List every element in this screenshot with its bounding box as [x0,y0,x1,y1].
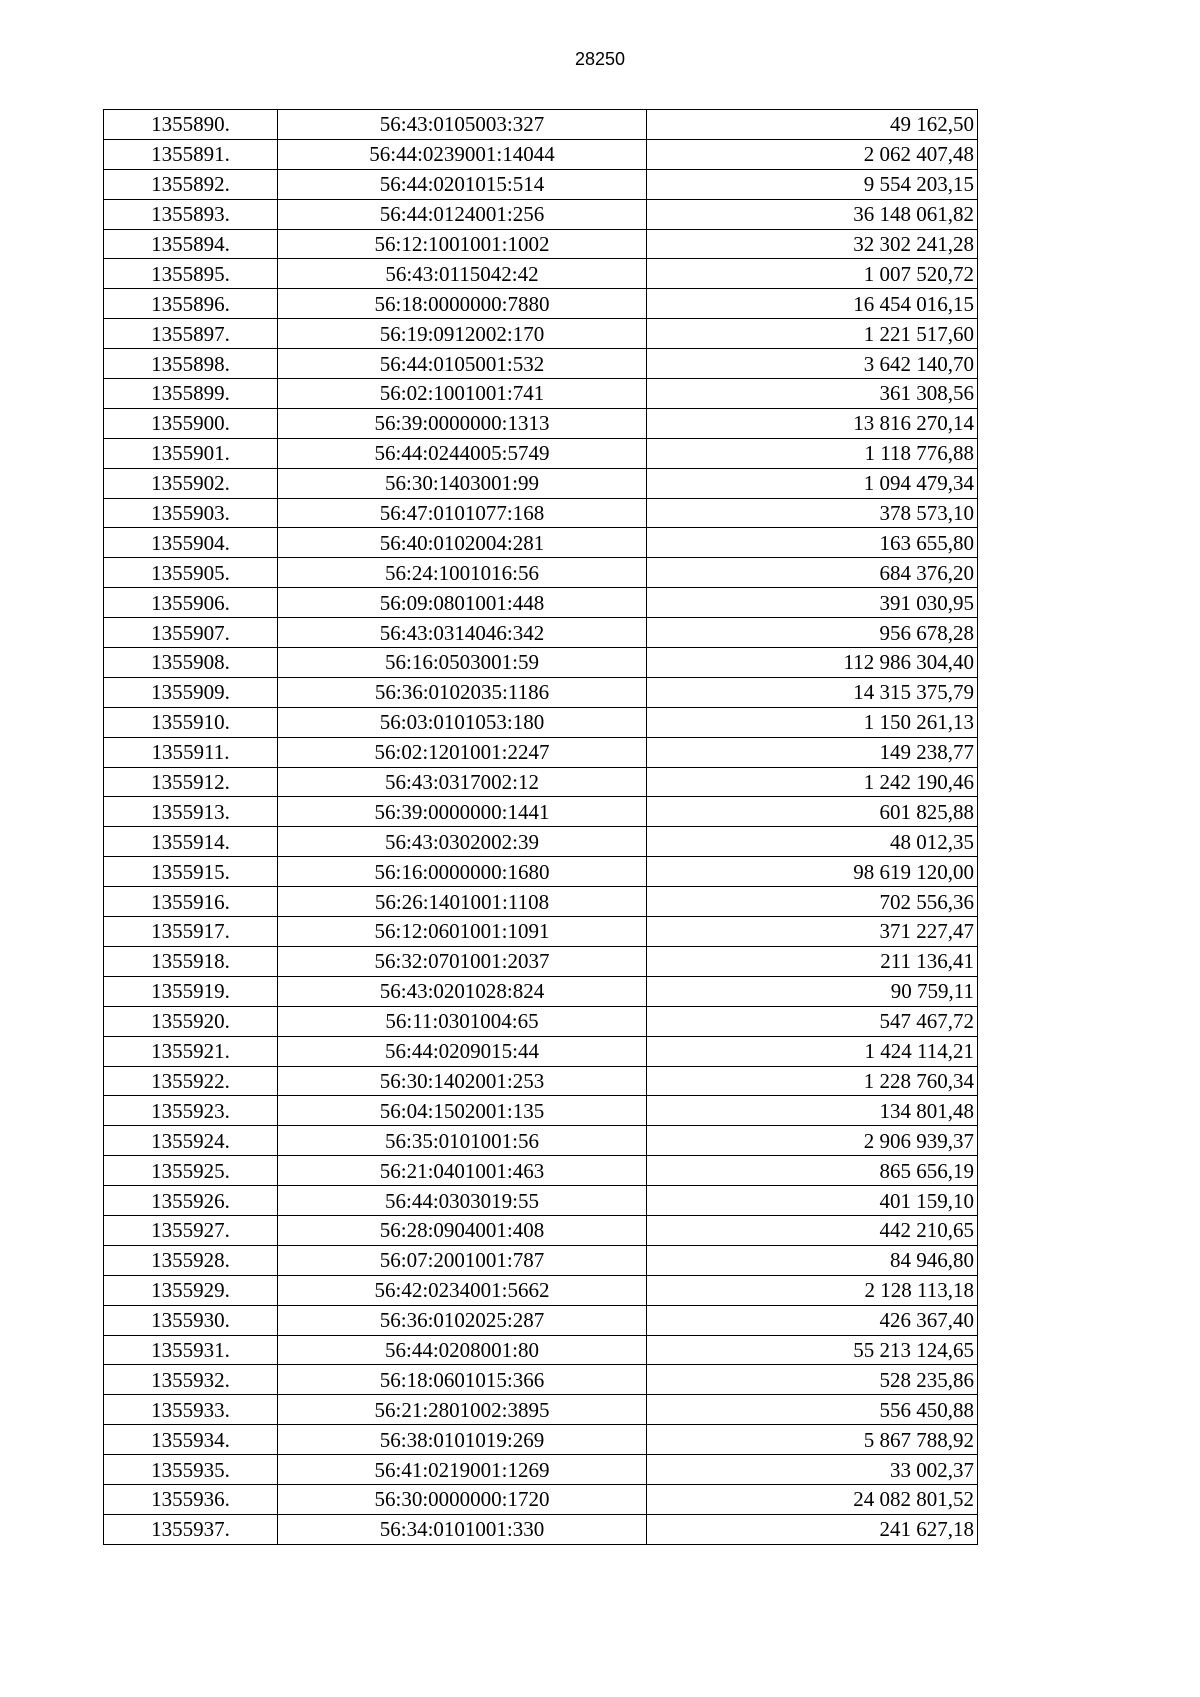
row-number-cell: 1355906. [104,588,278,618]
value-cell: 48 012,35 [647,827,978,857]
row-number-cell: 1355891. [104,139,278,169]
table-row [104,528,978,558]
row-number-cell: 1355929. [104,1275,278,1305]
value-cell: 684 376,20 [647,558,978,588]
table-row [104,468,978,498]
row-number-cell: 1355913. [104,797,278,827]
cadastral-number-cell: 56:43:0302002:39 [278,827,647,857]
table-row [104,139,978,169]
value-cell: 2 906 939,37 [647,1126,978,1156]
row-number-cell: 1355901. [104,438,278,468]
row-number-cell: 1355925. [104,1156,278,1186]
row-number-cell: 1355933. [104,1395,278,1425]
table-row [104,737,978,767]
row-number-cell: 1355903. [104,498,278,528]
value-cell: 16 454 016,15 [647,289,978,319]
row-number-cell: 1355915. [104,857,278,887]
value-cell: 556 450,88 [647,1395,978,1425]
value-cell: 241 627,18 [647,1514,978,1544]
row-number-cell: 1355922. [104,1066,278,1096]
table-row [104,1126,978,1156]
value-cell: 98 619 120,00 [647,857,978,887]
value-cell: 1 118 776,88 [647,438,978,468]
value-cell: 13 816 270,14 [647,408,978,438]
row-number-cell: 1355892. [104,169,278,199]
registry-table [103,109,978,1545]
cadastral-number-cell: 56:09:0801001:448 [278,588,647,618]
row-number-cell: 1355928. [104,1245,278,1275]
table-row [104,1514,978,1544]
cadastral-number-cell: 56:30:1403001:99 [278,468,647,498]
cadastral-number-cell: 56:43:0201028:824 [278,976,647,1006]
cadastral-number-cell: 56:40:0102004:281 [278,528,647,558]
cadastral-number-cell: 56:36:0102025:287 [278,1305,647,1335]
cadastral-number-cell: 56:28:0904001:408 [278,1215,647,1245]
page-number: 28250 [574,49,626,69]
row-number-cell: 1355934. [104,1425,278,1455]
table-row [104,588,978,618]
row-number-cell: 1355917. [104,917,278,947]
value-cell: 401 159,10 [647,1186,978,1216]
cadastral-number-cell: 56:39:0000000:1313 [278,408,647,438]
value-cell: 134 801,48 [647,1096,978,1126]
table-row [104,379,978,409]
table-row [104,408,978,438]
value-cell: 956 678,28 [647,618,978,648]
value-cell: 5 867 788,92 [647,1425,978,1455]
table-row [104,946,978,976]
table-row [104,1335,978,1365]
cadastral-number-cell: 56:12:0601001:1091 [278,917,647,947]
table-row [104,1066,978,1096]
row-number-cell: 1355909. [104,677,278,707]
cadastral-number-cell: 56:43:0314046:342 [278,618,647,648]
row-number-cell: 1355899. [104,379,278,409]
row-number-cell: 1355910. [104,707,278,737]
table-row [104,1215,978,1245]
table-row [104,1245,978,1275]
row-number-cell: 1355912. [104,767,278,797]
value-cell: 211 136,41 [647,946,978,976]
value-cell: 601 825,88 [647,797,978,827]
table-row [104,498,978,528]
row-number-cell: 1355916. [104,887,278,917]
value-cell: 84 946,80 [647,1245,978,1275]
table-row [104,169,978,199]
table-row [104,438,978,468]
row-number-cell: 1355926. [104,1186,278,1216]
cadastral-number-cell: 56:02:1001001:741 [278,379,647,409]
value-cell: 14 315 375,79 [647,677,978,707]
row-number-cell: 1355898. [104,349,278,379]
cadastral-number-cell: 56:43:0317002:12 [278,767,647,797]
cadastral-number-cell: 56:43:0115042:42 [278,259,647,289]
row-number-cell: 1355919. [104,976,278,1006]
row-number-cell: 1355923. [104,1096,278,1126]
table-row [104,1186,978,1216]
table-row [104,1156,978,1186]
value-cell: 49 162,50 [647,110,978,140]
value-cell: 1 424 114,21 [647,1036,978,1066]
cadastral-number-cell: 56:41:0219001:1269 [278,1455,647,1485]
table-row [104,707,978,737]
table-row [104,1365,978,1395]
value-cell: 371 227,47 [647,917,978,947]
row-number-cell: 1355896. [104,289,278,319]
value-cell: 163 655,80 [647,528,978,558]
table-row [104,1096,978,1126]
cadastral-number-cell: 56:07:2001001:787 [278,1245,647,1275]
cadastral-number-cell: 56:18:0000000:7880 [278,289,647,319]
table-row [104,229,978,259]
row-number-cell: 1355907. [104,618,278,648]
value-cell: 2 062 407,48 [647,139,978,169]
table-row [104,1484,978,1514]
table-row [104,677,978,707]
registry-table-body [104,110,978,1545]
cadastral-number-cell: 56:44:0209015:44 [278,1036,647,1066]
row-number-cell: 1355894. [104,229,278,259]
row-number-cell: 1355895. [104,259,278,289]
value-cell: 2 128 113,18 [647,1275,978,1305]
table-row [104,1275,978,1305]
cadastral-number-cell: 56:11:0301004:65 [278,1006,647,1036]
table-row [104,1455,978,1485]
table-row [104,1036,978,1066]
cadastral-number-cell: 56:16:0503001:59 [278,648,647,678]
table-row [104,917,978,947]
cadastral-number-cell: 56:43:0105003:327 [278,110,647,140]
table-row [104,648,978,678]
table-row [104,767,978,797]
table-row [104,319,978,349]
cadastral-number-cell: 56:42:0234001:5662 [278,1275,647,1305]
table-row [104,349,978,379]
table-row [104,558,978,588]
cadastral-number-cell: 56:18:0601015:366 [278,1365,647,1395]
cadastral-number-cell: 56:30:1402001:253 [278,1066,647,1096]
value-cell: 426 367,40 [647,1305,978,1335]
cadastral-number-cell: 56:39:0000000:1441 [278,797,647,827]
table-row [104,1006,978,1036]
row-number-cell: 1355904. [104,528,278,558]
value-cell: 547 467,72 [647,1006,978,1036]
table-row [104,1305,978,1335]
row-number-cell: 1355937. [104,1514,278,1544]
row-number-cell: 1355930. [104,1305,278,1335]
row-number-cell: 1355897. [104,319,278,349]
value-cell: 24 082 801,52 [647,1484,978,1514]
cadastral-number-cell: 56:32:0701001:2037 [278,946,647,976]
table-row [104,110,978,140]
row-number-cell: 1355918. [104,946,278,976]
value-cell: 112 986 304,40 [647,648,978,678]
row-number-cell: 1355914. [104,827,278,857]
cadastral-number-cell: 56:21:2801002:3895 [278,1395,647,1425]
value-cell: 391 030,95 [647,588,978,618]
cadastral-number-cell: 56:26:1401001:1108 [278,887,647,917]
row-number-cell: 1355893. [104,199,278,229]
value-cell: 1 094 479,34 [647,468,978,498]
cadastral-number-cell: 56:44:0244005:5749 [278,438,647,468]
table-row [104,797,978,827]
value-cell: 9 554 203,15 [647,169,978,199]
value-cell: 149 238,77 [647,737,978,767]
cadastral-number-cell: 56:47:0101077:168 [278,498,647,528]
row-number-cell: 1355908. [104,648,278,678]
value-cell: 361 308,56 [647,379,978,409]
cadastral-number-cell: 56:44:0303019:55 [278,1186,647,1216]
row-number-cell: 1355932. [104,1365,278,1395]
table-row [104,618,978,648]
row-number-cell: 1355905. [104,558,278,588]
table-row [104,199,978,229]
row-number-cell: 1355890. [104,110,278,140]
value-cell: 32 302 241,28 [647,229,978,259]
cadastral-number-cell: 56:16:0000000:1680 [278,857,647,887]
value-cell: 702 556,36 [647,887,978,917]
row-number-cell: 1355936. [104,1484,278,1514]
value-cell: 3 642 140,70 [647,349,978,379]
cadastral-number-cell: 56:30:0000000:1720 [278,1484,647,1514]
table-row [104,259,978,289]
value-cell: 442 210,65 [647,1215,978,1245]
cadastral-number-cell: 56:21:0401001:463 [278,1156,647,1186]
table-row [104,857,978,887]
row-number-cell: 1355921. [104,1036,278,1066]
cadastral-number-cell: 56:44:0208001:80 [278,1335,647,1365]
cadastral-number-cell: 56:34:0101001:330 [278,1514,647,1544]
row-number-cell: 1355920. [104,1006,278,1036]
table-row [104,1425,978,1455]
value-cell: 36 148 061,82 [647,199,978,229]
table-row [104,887,978,917]
row-number-cell: 1355931. [104,1335,278,1365]
row-number-cell: 1355935. [104,1455,278,1485]
cadastral-number-cell: 56:44:0201015:514 [278,169,647,199]
cadastral-number-cell: 56:03:0101053:180 [278,707,647,737]
table-row [104,976,978,1006]
value-cell: 865 656,19 [647,1156,978,1186]
value-cell: 33 002,37 [647,1455,978,1485]
table-row [104,1395,978,1425]
cadastral-number-cell: 56:04:1502001:135 [278,1096,647,1126]
cadastral-number-cell: 56:36:0102035:1186 [278,677,647,707]
value-cell: 1 007 520,72 [647,259,978,289]
cadastral-number-cell: 56:38:0101019:269 [278,1425,647,1455]
value-cell: 1 150 261,13 [647,707,978,737]
cadastral-number-cell: 56:12:1001001:1002 [278,229,647,259]
table-row [104,827,978,857]
row-number-cell: 1355900. [104,408,278,438]
value-cell: 1 242 190,46 [647,767,978,797]
row-number-cell: 1355911. [104,737,278,767]
cadastral-number-cell: 56:02:1201001:2247 [278,737,647,767]
cadastral-number-cell: 56:44:0124001:256 [278,199,647,229]
cadastral-number-cell: 56:44:0105001:532 [278,349,647,379]
value-cell: 55 213 124,65 [647,1335,978,1365]
value-cell: 90 759,11 [647,976,978,1006]
cadastral-number-cell: 56:35:0101001:56 [278,1126,647,1156]
table-row [104,289,978,319]
row-number-cell: 1355902. [104,468,278,498]
cadastral-number-cell: 56:19:0912002:170 [278,319,647,349]
value-cell: 528 235,86 [647,1365,978,1395]
cadastral-number-cell: 56:44:0239001:14044 [278,139,647,169]
value-cell: 378 573,10 [647,498,978,528]
value-cell: 1 221 517,60 [647,319,978,349]
row-number-cell: 1355924. [104,1126,278,1156]
value-cell: 1 228 760,34 [647,1066,978,1096]
row-number-cell: 1355927. [104,1215,278,1245]
cadastral-number-cell: 56:24:1001016:56 [278,558,647,588]
